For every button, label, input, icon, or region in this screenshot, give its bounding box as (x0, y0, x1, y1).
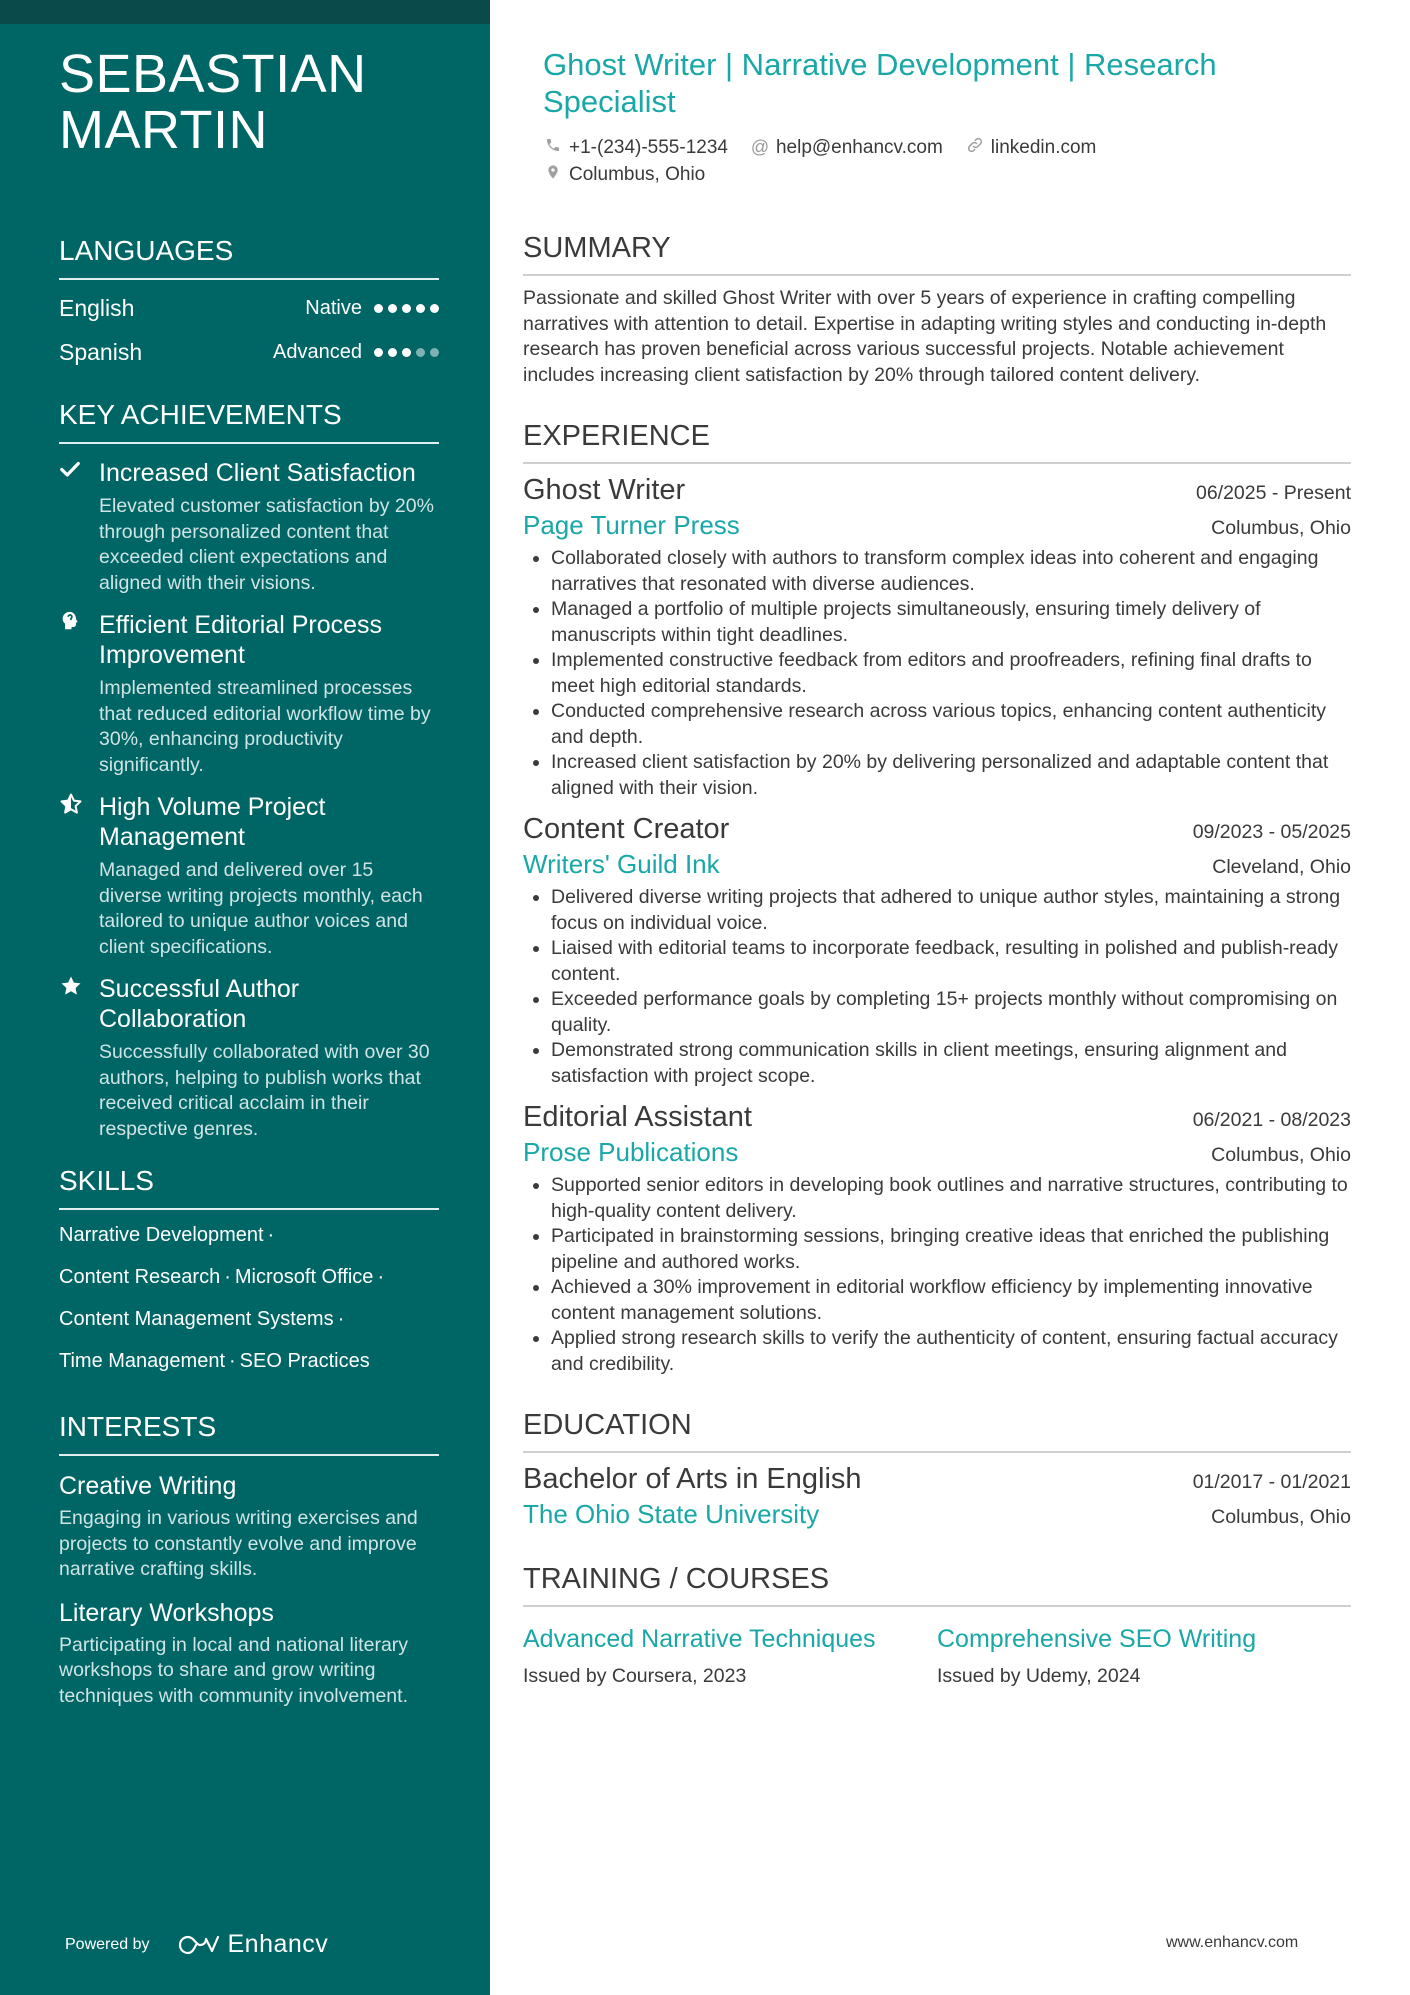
achievement-title: High Volume Project Management (99, 793, 326, 851)
contact-email[interactable] (750, 137, 943, 159)
contact-location (543, 163, 705, 186)
job-entry (523, 1099, 1351, 1377)
rating-dot (430, 304, 439, 313)
enhancv-brand: Enhancv (227, 1930, 329, 1958)
skill-item: Time Management (59, 1350, 225, 1372)
bullet-item: • Liaised with editorial teams to incorporate feedback, resulting in polished and publish-ready content. (551, 936, 1351, 987)
rating-dot (374, 304, 383, 313)
bullet-item: • Supported senior editors in developing book outlines and narrative structures, contributing to high-quality content delivery. (551, 1173, 1351, 1224)
job-location: Columbus, Ohio (1211, 517, 1351, 539)
linkedin-text: linkedin.com (990, 136, 1097, 158)
interest-desc: Participating in local and national literary workshops to share and grow writing techniques with community involvement. (59, 1633, 409, 1707)
powered-by (65, 1930, 328, 1959)
education-dates: 01/2017 - 01/2021 (1192, 1471, 1351, 1493)
rating-dot (388, 348, 397, 357)
job-entry (523, 472, 1351, 801)
language-rating (374, 304, 439, 313)
achievement-title: Successful Author Collaboration (99, 975, 300, 1033)
footer-url[interactable]: www.enhancv.com (1166, 1934, 1299, 1951)
brain-icon (59, 610, 99, 778)
summary-heading: SUMMARY (523, 230, 1351, 276)
interest-item (59, 1470, 439, 1583)
name-line-2: MARTIN (59, 100, 269, 160)
sidebar-top-band (0, 0, 490, 24)
bullet-item: • Conducted comprehensive research across various topics, enhancing content authenticity and depth. (551, 699, 1351, 750)
bullet-item: • Participated in brainstorming sessions, bringing creative ideas that enriched the publishing pipeline and authored works. (551, 1224, 1351, 1275)
rating-dot (416, 348, 425, 357)
candidate-name (59, 46, 439, 158)
experience-heading: EXPERIENCE (523, 418, 1351, 464)
skill-item: SEO Practices (239, 1350, 370, 1372)
email-text: help@enhancv.com (775, 136, 943, 158)
job-bullets (523, 1173, 1351, 1377)
language-row (59, 286, 439, 330)
job-dates: 06/2021 - 08/2023 (1192, 1109, 1351, 1131)
interests-section (59, 1410, 439, 1709)
job-bullets (523, 885, 1351, 1089)
degree-title: Bachelor of Arts in English (523, 1463, 862, 1495)
achievement-item (59, 974, 439, 1142)
bullet-item: • Implemented constructive feedback from editors and proofreaders, refining final drafts to meet high editorial standards. (551, 648, 1351, 699)
job-dates: 09/2023 - 05/2025 (1192, 821, 1351, 843)
phone-text: +1-(234)-555-1234 (569, 136, 728, 158)
experience-section (523, 418, 1351, 1377)
achievement-item (59, 458, 439, 596)
interest-desc: Engaging in various writing exercises and projects to constantly evolve and improve narrative crafting skills. (59, 1507, 418, 1580)
achievement-title: Increased Client Satisfaction (99, 459, 416, 487)
achievement-item (59, 792, 439, 960)
location-pin-icon (543, 163, 563, 186)
language-rating (374, 348, 439, 357)
rating-dot (430, 348, 439, 357)
course-title: Advanced Narrative Techniques (523, 1625, 876, 1653)
course-issuer: Issued by Coursera, 2023 (523, 1665, 747, 1687)
skill-item: Microsoft Office (234, 1266, 374, 1288)
course-title: Comprehensive SEO Writing (937, 1625, 1257, 1653)
course-issuer: Issued by Udemy, 2024 (937, 1665, 1141, 1687)
achievements-section (59, 398, 439, 1142)
rating-dot (388, 304, 397, 313)
bullet-item: • Increased client satisfaction by 20% by delivering personalized and adaptable content that aligned with their vision. (551, 750, 1351, 801)
enhancv-logo-icon (176, 1933, 220, 1957)
job-bullets (523, 546, 1351, 801)
job-title: Content Creator (523, 813, 730, 845)
name-line-1: SEBASTIAN (59, 44, 367, 104)
bullet-item: • Managed a portfolio of multiple projects simultaneously, ensuring timely delivery of manuscripts within tight deadlines. (551, 597, 1351, 648)
contact-linkedin[interactable] (965, 136, 1097, 159)
check-icon (59, 458, 99, 596)
achievement-desc: Successfully collaborated with over 30 authors, helping to publish works that received critical acclaim in their respective genres. (99, 1041, 430, 1140)
rating-dot (402, 304, 411, 313)
interest-title: Creative Writing (59, 1472, 237, 1500)
phone-icon (543, 137, 563, 158)
job-entry (523, 811, 1351, 1089)
location-text: Columbus, Ohio (569, 163, 706, 185)
achievement-title: Efficient Editorial Process Improvement (99, 611, 382, 669)
language-name: Spanish (59, 338, 143, 365)
skills-section: SKILLS Narrative Development · Content Research · Microsoft Office · Content Management Systems · Time Management · SEO Practices (59, 1164, 439, 1382)
rating-dot (374, 348, 383, 357)
summary-section (523, 230, 1351, 388)
job-company: Prose Publications (523, 1137, 739, 1167)
job-location: Columbus, Ohio (1211, 1144, 1351, 1166)
achievement-desc: Elevated customer satisfaction by 20% through personalized content that exceeded client expectations and aligned with their visions. (99, 495, 434, 594)
course-item (937, 1623, 1351, 1688)
skill-item: Content Management Systems (59, 1308, 334, 1330)
interests-heading: INTERESTS (59, 1410, 439, 1456)
skills-heading: SKILLS (59, 1164, 439, 1210)
education-entry (523, 1461, 1351, 1531)
powered-by-label: Powered by (65, 1935, 150, 1953)
interest-title: Literary Workshops (59, 1598, 274, 1627)
language-level: Advanced (273, 340, 362, 363)
achievement-item (59, 610, 439, 778)
language-level: Native (305, 296, 362, 319)
languages-heading: LANGUAGES (59, 234, 439, 280)
education-heading: EDUCATION (523, 1407, 1351, 1453)
job-title: Editorial Assistant (523, 1101, 752, 1133)
education-section (523, 1407, 1351, 1531)
training-section (523, 1561, 1351, 1688)
rating-dot (416, 304, 425, 313)
link-icon (965, 136, 985, 159)
skill-item: Narrative Development (59, 1224, 264, 1246)
school-name: The Ohio State University (523, 1499, 820, 1529)
bullet-item: • Delivered diverse writing projects that adhered to unique author styles, maintaining a strong focus on individual voice. (551, 885, 1351, 936)
bullet-item: • Applied strong research skills to verify the authenticity of content, ensuring factual accuracy and credibility. (551, 1326, 1351, 1377)
training-heading: TRAINING / COURSES (523, 1561, 1351, 1607)
languages-section (59, 234, 439, 374)
job-company: Writers' Guild Ink (523, 849, 720, 879)
skill-item: Content Research (59, 1266, 221, 1288)
at-icon: @ (750, 137, 770, 157)
achievement-desc: Managed and delivered over 15 diverse writing projects monthly, each tailored to unique author voices and client specifications. (99, 859, 423, 958)
bullet-item: • Collaborated closely with authors to transform complex ideas into coherent and engaging narratives that resonated with diverse audiences. (551, 546, 1351, 597)
job-title: Ghost Writer (523, 474, 686, 506)
star-icon (59, 974, 99, 1142)
bullet-item: • Achieved a 30% improvement in editorial workflow efficiency by implementing innovative content management solutions. (551, 1275, 1351, 1326)
summary-text: Passionate and skilled Ghost Writer with over 5 years of experience in crafting compelling narratives with attention to detail. Expertise in adapting writing styles and conducting in-depth research has proven beneficial across various successful projects. Notable achievement includes increasing client satisfaction by 20% through tailored content delivery. (523, 287, 1327, 386)
course-item (523, 1623, 937, 1688)
contact-info (543, 134, 1351, 188)
sidebar (0, 0, 490, 1995)
language-name: English (59, 294, 135, 321)
job-dates: 06/2025 - Present (1195, 482, 1351, 504)
star-half-icon (59, 792, 99, 960)
school-location: Columbus, Ohio (1211, 1506, 1351, 1528)
job-company: Page Turner Press (523, 510, 740, 540)
achievement-desc: Implemented streamlined processes that reduced editorial workflow time by 30%, enhancing productivity significantly. (99, 677, 431, 776)
achievements-heading: KEY ACHIEVEMENTS (59, 398, 439, 444)
headline: Ghost Writer | Narrative Development | Research Specialist (543, 47, 1217, 119)
main-column (523, 46, 1351, 1688)
rating-dot (402, 348, 411, 357)
interest-item (59, 1597, 439, 1710)
bullet-item: • Exceeded performance goals by completing 15+ projects monthly without compromising on quality. (551, 987, 1351, 1038)
language-row (59, 330, 439, 374)
contact-phone[interactable] (543, 137, 728, 159)
bullet-item: • Demonstrated strong communication skills in client meetings, ensuring alignment and satisfaction with project scope. (551, 1038, 1351, 1089)
job-location: Cleveland, Ohio (1212, 856, 1351, 878)
